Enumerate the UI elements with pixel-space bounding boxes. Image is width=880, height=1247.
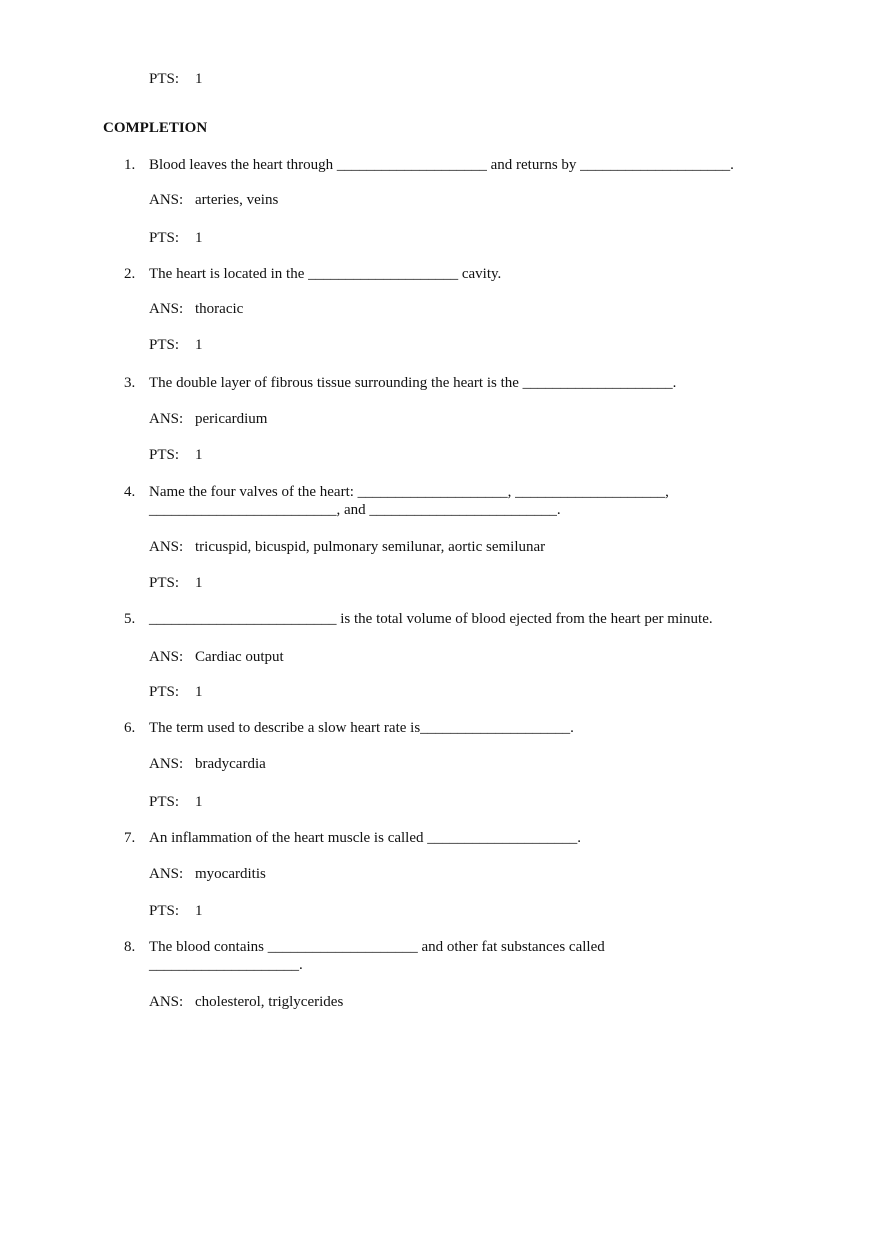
- ans-label: ANS:: [149, 192, 184, 208]
- question-number: 3.: [124, 375, 136, 391]
- pts-value: 1: [195, 230, 203, 246]
- question-text: The double layer of fibrous tissue surrounding the heart is the ____________________.: [149, 375, 677, 391]
- ans-label: ANS:: [149, 539, 184, 555]
- ans-label: ANS:: [149, 411, 184, 427]
- answer-line: [149, 410, 267, 428]
- top-pts-line: [149, 70, 203, 88]
- question-number: 4.: [124, 484, 136, 500]
- pts-line: [149, 574, 203, 592]
- question-text-continued: ____________________.: [149, 957, 303, 973]
- ans-label: ANS:: [149, 756, 184, 772]
- question-number: 5.: [124, 611, 136, 627]
- answer-line: [149, 300, 243, 318]
- question-text: An inflammation of the heart muscle is called ____________________.: [149, 830, 581, 846]
- answer-value: thoracic: [195, 301, 244, 317]
- pts-label: PTS:: [149, 230, 180, 246]
- question-number: 7.: [124, 830, 136, 846]
- pts-value: 1: [195, 684, 203, 700]
- pts-label: PTS:: [149, 337, 180, 353]
- pts-line: [149, 683, 203, 701]
- question-number: 2.: [124, 266, 136, 282]
- ans-label: ANS:: [149, 994, 184, 1010]
- pts-value: 1: [195, 71, 203, 87]
- question-number: 8.: [124, 939, 136, 955]
- question-text: Blood leaves the heart through ____________________ and returns by ____________________.: [149, 157, 734, 173]
- question-number: 1.: [124, 157, 136, 173]
- answer-value: bradycardia: [195, 756, 266, 772]
- answer-value: tricuspid, bicuspid, pulmonary semilunar, aortic semilunar: [195, 539, 546, 555]
- pts-label: PTS:: [149, 447, 180, 463]
- answer-line: [149, 538, 545, 556]
- answer-value: Cardiac output: [195, 649, 284, 665]
- pts-label: PTS:: [149, 903, 180, 919]
- pts-line: [149, 902, 203, 920]
- ans-label: ANS:: [149, 649, 184, 665]
- ans-label: ANS:: [149, 301, 184, 317]
- answer-line: [149, 993, 343, 1011]
- question-text: The term used to describe a slow heart rate is____________________.: [149, 720, 574, 736]
- pts-value: 1: [195, 337, 203, 353]
- pts-line: [149, 446, 203, 464]
- answer-line: [149, 755, 266, 773]
- pts-value: 1: [195, 794, 203, 810]
- answer-line: [149, 865, 266, 883]
- pts-value: 1: [195, 903, 203, 919]
- pts-label: PTS:: [149, 71, 180, 87]
- pts-line: [149, 793, 203, 811]
- question-text-continued: _________________________, and _________________________.: [149, 502, 561, 518]
- answer-value: myocarditis: [195, 866, 266, 882]
- ans-label: ANS:: [149, 866, 184, 882]
- pts-label: PTS:: [149, 794, 180, 810]
- question-text: _________________________ is the total volume of blood ejected from the heart per minute.: [149, 611, 713, 627]
- section-heading: COMPLETION: [103, 120, 208, 136]
- pts-line: [149, 229, 203, 247]
- question-text: The heart is located in the ____________________ cavity.: [149, 266, 502, 282]
- question-number: 6.: [124, 720, 136, 736]
- question-text: Name the four valves of the heart: ____________________, ____________________,: [149, 484, 669, 500]
- answer-value: pericardium: [195, 411, 268, 427]
- pts-label: PTS:: [149, 684, 180, 700]
- pts-label: PTS:: [149, 575, 180, 591]
- pts-value: 1: [195, 575, 203, 591]
- answer-value: arteries, veins: [195, 192, 279, 208]
- pts-value: 1: [195, 447, 203, 463]
- answer-line: [149, 648, 284, 666]
- question-text: The blood contains ____________________ and other fat substances called: [149, 939, 605, 955]
- answer-value: cholesterol, triglycerides: [195, 994, 344, 1010]
- pts-line: [149, 336, 203, 354]
- answer-line: [149, 191, 278, 209]
